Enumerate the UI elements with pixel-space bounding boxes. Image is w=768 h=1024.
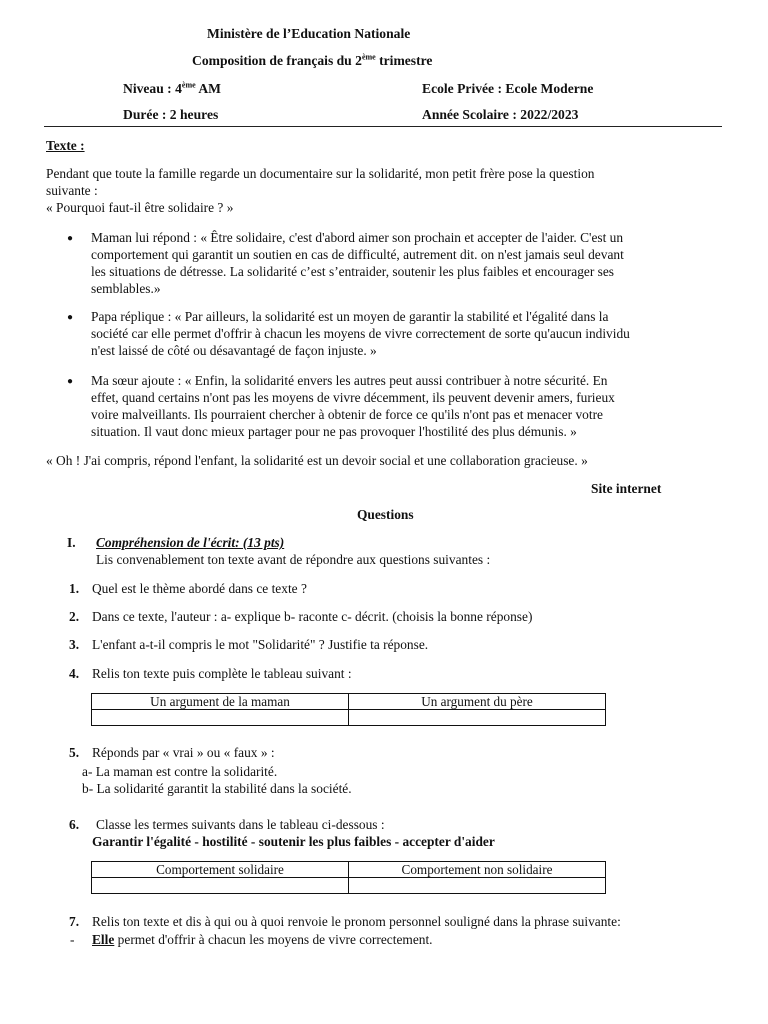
q5a-text: a- La maman est contre la solidarité. [82,764,278,779]
niveau-sup: ème [181,80,196,90]
ministry-title: Ministère de l’Education Nationale [207,26,411,41]
table-header-non-solidaire: Comportement non solidaire [349,862,606,878]
bullet-icon: ● [67,312,74,323]
q3-number: 3. [69,637,80,652]
header-divider [44,126,722,127]
arguments-table [91,693,606,726]
section-title: Compréhension de l'écrit: (13 pts) [96,535,285,550]
composition-title [192,53,432,69]
composition-suffix: trimestre [375,53,433,68]
bullet-line: Maman lui répond : « Être solidaire, c'est d'abord aimer son prochain et accepter de l'aider. C'est un [91,230,624,245]
table-cell-answer[interactable] [92,878,349,894]
bullet-soeur [91,372,615,440]
bullet-papa [91,308,630,359]
section-number: I. [67,535,76,550]
section-instruction: Lis convenablement ton texte avant de répondre aux questions suivantes : [96,552,491,567]
comportement-table [91,861,606,894]
q7-text: Relis ton texte et dis à qui ou à quoi renvoie le pronom personnel souligné dans la phrase suivante: [92,914,621,929]
niveau-prefix: Niveau : 4 [123,81,182,96]
intro-paragraph [46,165,594,216]
q7-dash: - [70,932,75,947]
duree: Durée : 2 heures [123,107,219,122]
q5-text: Réponds par « vrai » ou « faux » : [92,745,275,760]
q7-sentence-line [92,932,433,948]
bullet-maman [91,229,624,297]
q2-text: Dans ce texte, l'auteur : a- explique b- raconte c- décrit. (choisis la bonne réponse) [92,609,533,624]
bullet-icon: ● [67,376,74,387]
bullet-icon: ● [67,233,74,244]
composition-prefix: Composition de français du 2 [192,53,362,68]
q7-number: 7. [69,914,80,929]
conclusion: « Oh ! J'ai compris, répond l'enfant, la solidarité est un devoir social et une collaboration gracieuse. » [46,453,588,468]
bullet-line: situation. Il vaut donc mieux partager pour ne pas provoquer l'hostilité des plus démunis. » [91,424,577,439]
bullet-line: les situations de détresse. La solidarité c’est s’entraider, soutenir les plus faibles et encourager ses [91,264,615,279]
bullet-line: Papa réplique : « Par ailleurs, la solidarité est un moyen de garantir la stabilité et l'égalité dans la [91,309,609,324]
intro-line: Pendant que toute la famille regarde un documentaire sur la solidarité, mon petit frère pose la question [46,166,595,181]
intro-line: suivante : [46,183,98,198]
table-header-maman: Un argument de la maman [92,694,349,710]
q7-sentence: permet d'offrir à chacun les moyens de vivre correctement. [114,932,433,947]
bullet-line: effet, quand certains n'ont pas les moyens de vivre décemment, ils peuvent devenir amers, furieux [91,390,615,405]
niveau-suffix: AM [195,81,221,96]
q1-number: 1. [69,581,80,596]
q5b-text: b- La solidarité garantit la stabilité dans la société. [82,781,352,796]
niveau [123,81,221,97]
composition-sup: ème [361,52,376,62]
table-cell-answer[interactable] [349,878,606,894]
bullet-line: Ma sœur ajoute : « Enfin, la solidarité envers les autres peut aussi contribuer à notre sécurité. En [91,373,608,388]
q1-text: Quel est le thème abordé dans ce texte ? [92,581,307,596]
bullet-line: société car elle permet d'offrir à chacun les moyens de vivre correctement de sorte qu'aucun individu [91,326,630,341]
q4-text: Relis ton texte puis complète le tableau suivant : [92,666,352,681]
bullet-line: n'est laissé de côté ou désavantagé de façon injuste. » [91,343,377,358]
questions-title: Questions [357,507,414,522]
table-cell-answer[interactable] [92,710,349,726]
bullet-line: voire malveillants. Ils pourraient chercher à obtenir de force ce qu'ils n'ont pas et menacer votre [91,407,603,422]
q4-number: 4. [69,666,80,681]
q7-pronoun: Elle [92,932,115,947]
bullet-line: semblables.» [91,281,161,296]
q2-number: 2. [69,609,80,624]
bullet-line: comportement qui garantit un soutien en cas de difficulté, autrement dit. on n'est jamais seul devant [91,247,624,262]
texte-heading: Texte : [46,138,85,153]
table-cell-answer[interactable] [349,710,606,726]
q3-text: L'enfant a-t-il compris le mot "Solidarité" ? Justifie ta réponse. [92,637,429,652]
q6-text: Classe les termes suivants dans le tableau ci-dessous : [96,817,385,832]
intro-line: « Pourquoi faut-il être solidaire ? » [46,200,234,215]
ecole: Ecole Privée : Ecole Moderne [422,81,594,96]
annee-scolaire: Année Scolaire : 2022/2023 [422,107,579,122]
q6-terms: Garantir l'égalité - hostilité - soutenir les plus faibles - accepter d'aider [92,834,495,849]
q5-number: 5. [69,745,80,760]
q6-number: 6. [69,817,80,832]
source: Site internet [591,481,662,496]
table-header-pere: Un argument du père [349,694,606,710]
table-header-solidaire: Comportement solidaire [92,862,349,878]
